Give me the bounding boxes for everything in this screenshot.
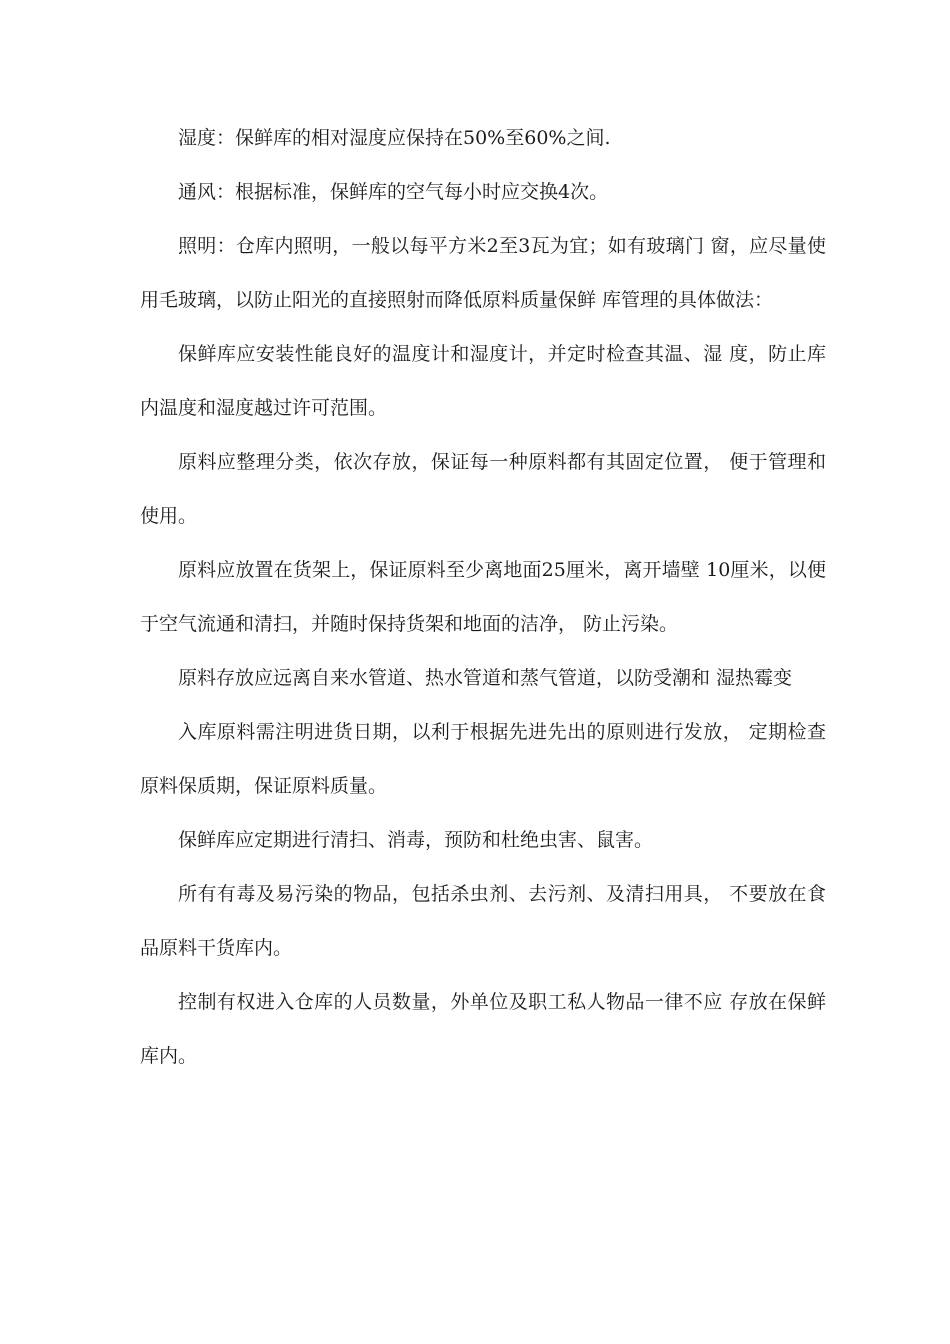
paragraph-classification: 原料应整理分类，依次存放，保证每一种原料都有其固定位置， 便于管理和使用。 (140, 451, 826, 527)
paragraph-ventilation: 通风：根据标准，保鲜库的空气每小时应交换4次。 (178, 181, 609, 203)
paragraph-thermometer: 保鲜库应安装性能良好的温度计和湿度计，并定时检查其温、湿 度，防止库内温度和湿度越过许可范围。 (140, 343, 826, 419)
paragraph-humidity: 湿度：保鲜库的相对湿度应保持在50%至60%之间. (178, 127, 611, 149)
paragraph-fifo: 入库原料需注明进货日期，以利于根据先进先出的原则进行发放， 定期检查原料保质期，保证原料质量。 (140, 721, 826, 797)
paragraph-access-control: 控制有权进入仓库的人员数量，外单位及职工私人物品一律不应 存放在保鲜库内。 (140, 991, 826, 1067)
paragraph-shelving: 原料应放置在货架上，保证原料至少离地面25厘米，离开墙壁 10厘米，以便于空气流通和清扫，并随时保持货架和地面的洁净， 防止污染。 (140, 559, 826, 635)
paragraph-pipes: 原料存放应远离自来水管道、热水管道和蒸气管道，以防受潮和 湿热霉变 (178, 667, 793, 689)
paragraph-toxic-items: 所有有毒及易污染的物品，包括杀虫剂、去污剂、及清扫用具， 不要放在食品原料干货库内。 (140, 883, 826, 959)
paragraph-cleaning: 保鲜库应定期进行清扫、消毒，预防和杜绝虫害、鼠害。 (178, 829, 654, 851)
paragraph-lighting: 照明：仓库内照明，一般以每平方米2至3瓦为宜；如有玻璃门 窗，应尽量使用毛玻璃，以防止阳光的直接照射而降低原料质量保鲜 库管理的具体做法： (140, 235, 826, 311)
document-body (140, 111, 826, 1083)
